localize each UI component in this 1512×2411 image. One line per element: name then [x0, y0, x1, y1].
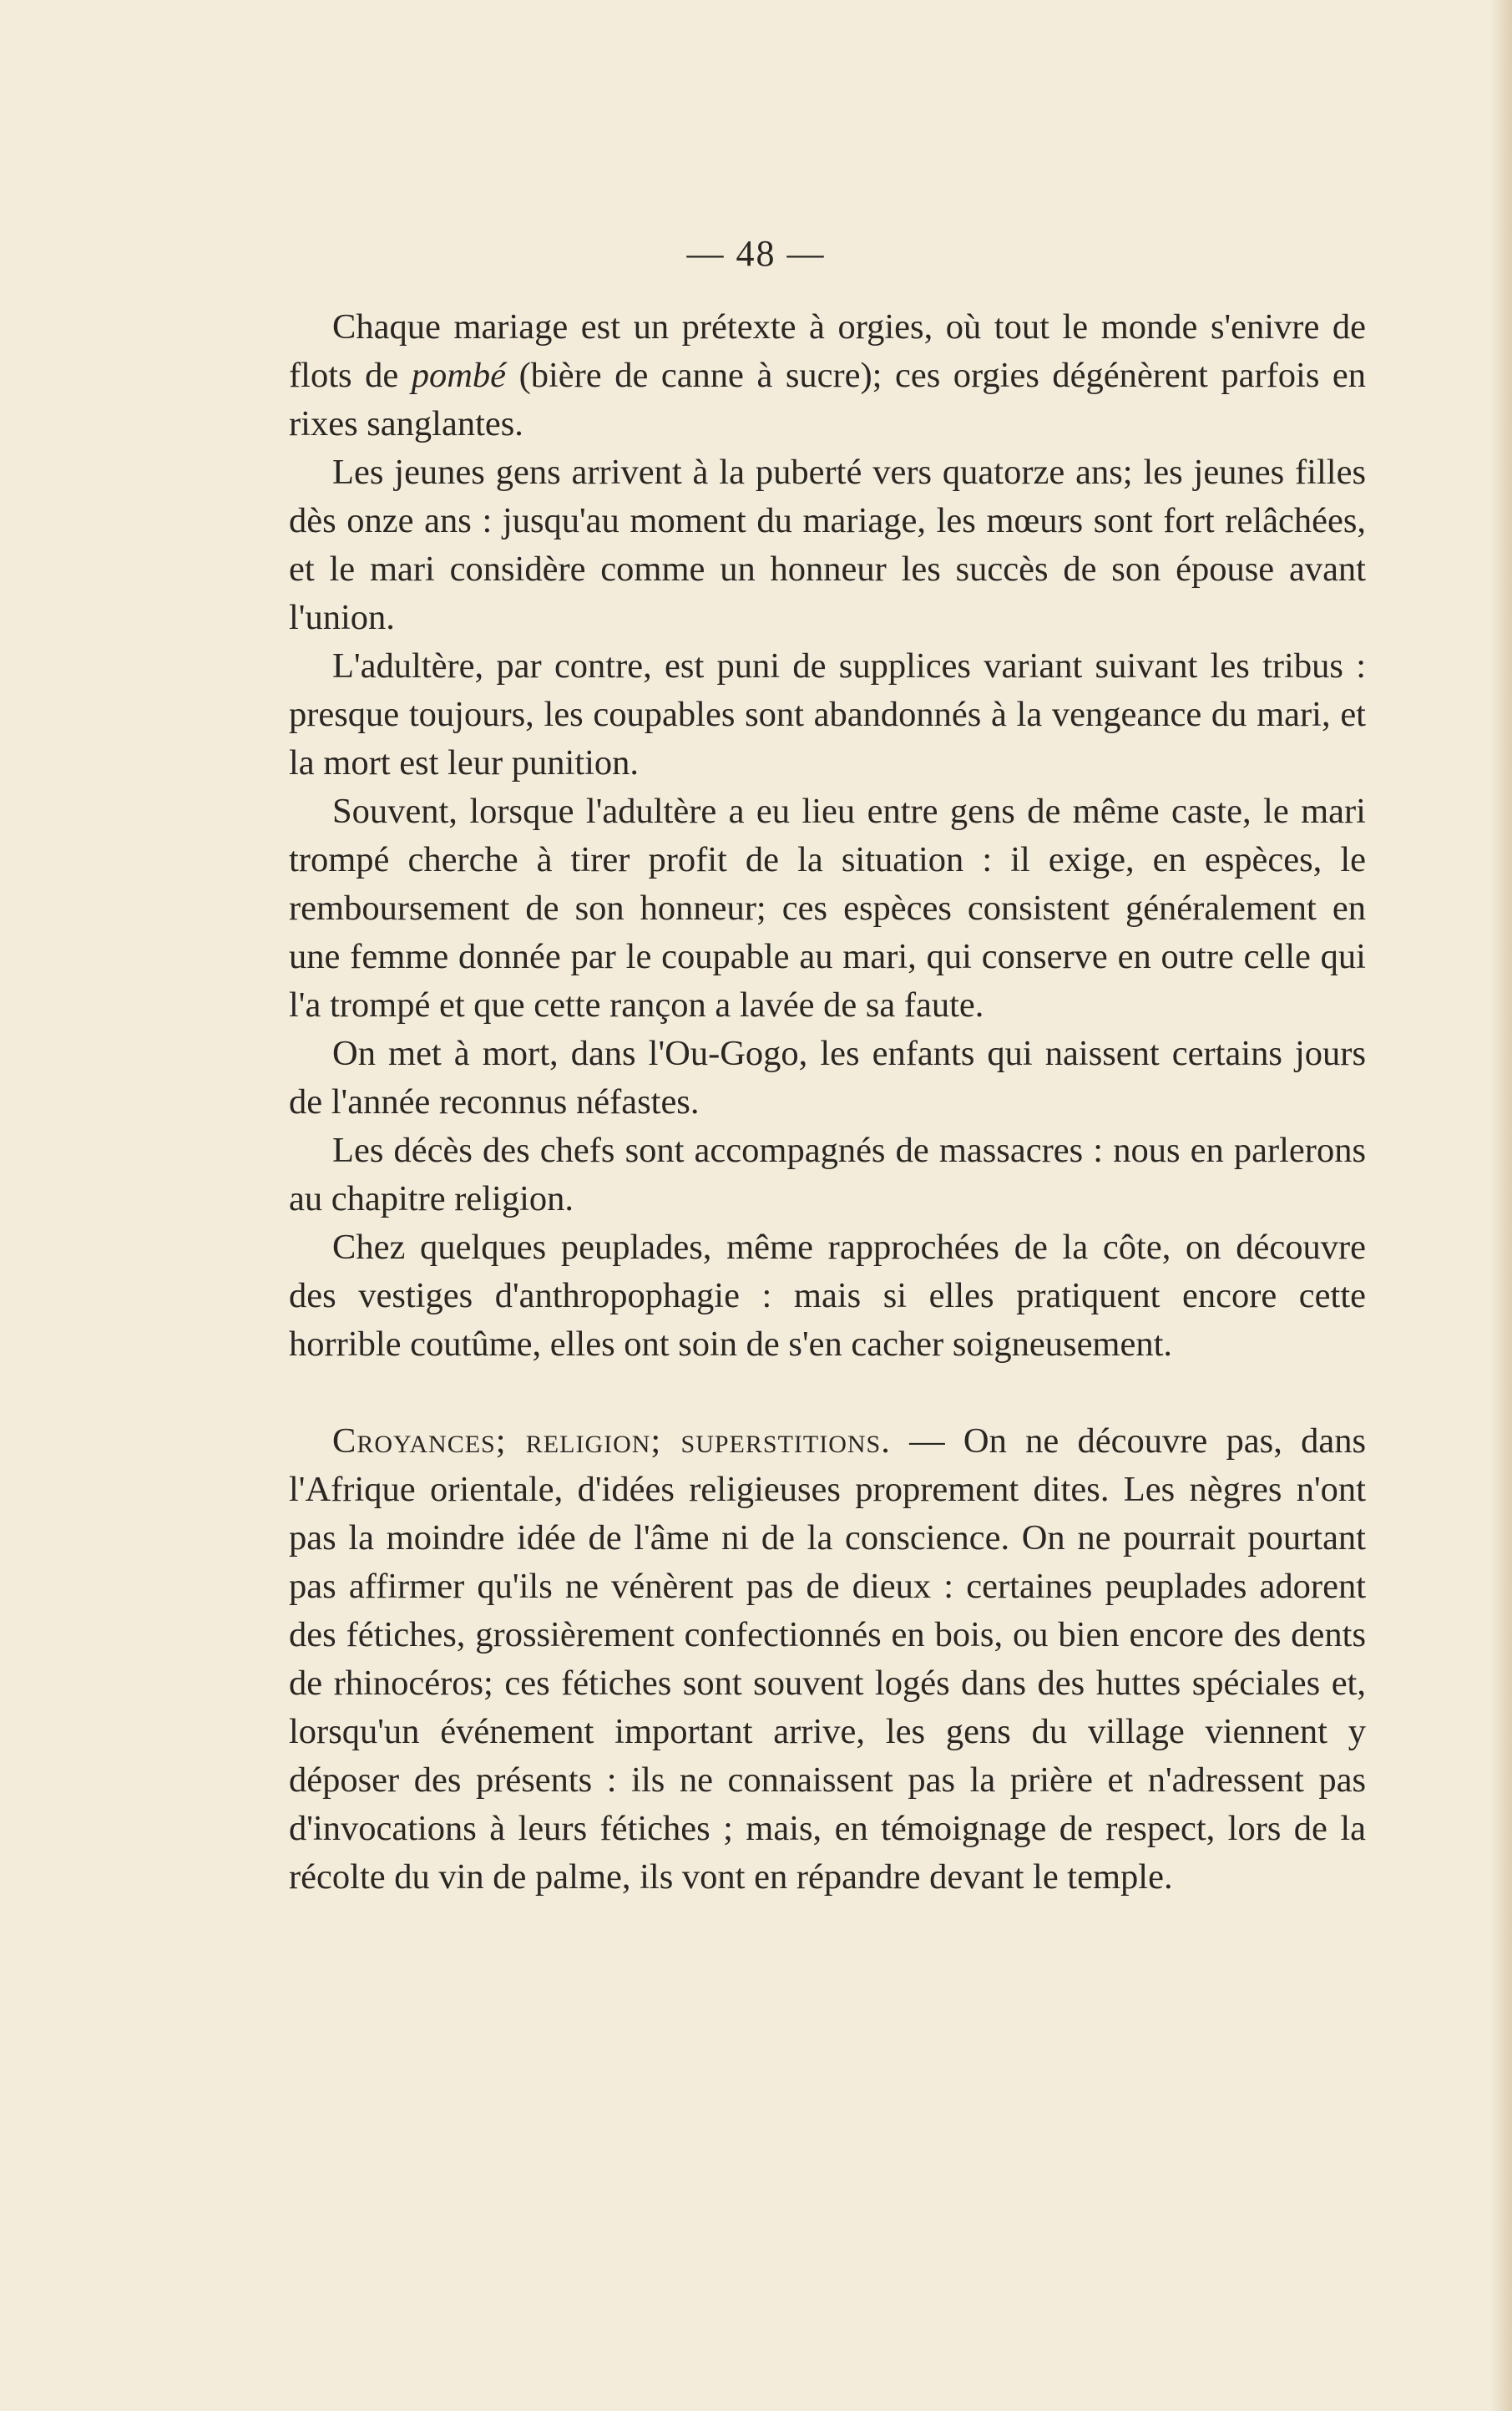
paragraph-mariage — [289, 303, 1366, 448]
paragraph-mariage-start: Chaque mariage est un prétexte à orgies, où tout le monde s'enivre de flots de — [289, 307, 1366, 395]
paragraph-croyances — [289, 1417, 1366, 1902]
section-text: On ne découvre pas, dans l'Afrique orientale, d'idées religieuses proprement dites. Les nègres n'ont pas la moindre idée de l'âme ni de la conscience. On ne pourrait pourtant pas affirmer qu'ils ne vénèrent pas de dieux : certaines peuplades adorent des fétiches, grossièrement confectionnés en bois, ou bien encore des dents de rhinocéros; ces fétiches sont souvent logés dans des huttes spéciales et, lorsqu'un événement important arrive, les gens du village viennent y déposer des présents : ils ne connaissent pas la prière et n'adressent pas d'invocations à leurs fétiches ; mais, en témoignage de respect, lors de la récolte du vin de palme, ils vont en répandre devant le temple. — [289, 1421, 1366, 1897]
page-edge-shadow — [1490, 0, 1512, 2411]
paragraph-adultere: L'adultère, par contre, est puni de supplices variant suivant les tribus : presque toujours, les coupables sont abandonnés à la vengeance du mari, et la mort est leur punition. — [289, 646, 1366, 783]
section-heading: Croyances; religion; superstitions. — [332, 1421, 891, 1461]
paragraph-puberte: Les jeunes gens arrivent à la puberté vers quatorze ans; les jeunes filles dès onze ans : jusqu'au moment du mariage, les mœurs sont fort relâchées, et le mari considère comme un honneur les succès de son épouse avant l'union. — [289, 453, 1366, 637]
paragraph-deces: Les décès des chefs sont accompagnés de massacres : nous en parlerons au chapitre religion. — [289, 1131, 1366, 1218]
paragraph-mariage-end: (bière de canne à sucre); ces orgies dégénèrent parfois en rixes sanglantes. — [289, 356, 1367, 443]
body-text — [289, 303, 1366, 1902]
paragraph-caste: Souvent, lorsque l'adultère a eu lieu entre gens de même caste, le mari trompé cherche à tirer profit de la situation : il exige, en espèces, le remboursement de son honneur; ces espèces consistent généralement en une femme donnée par le coupable au mari, qui conserve en outre celle qui l'a trompé et que cette rançon a lavée de sa faute. — [289, 792, 1366, 1025]
paragraph-anthropophagie: Chez quelques peuplades, même rapprochées de la côte, on découvre des vestiges d'anthropophagie : mais si elles pratiquent encore cette horrible coutûme, elles ont soin de s'en cacher soigneusement. — [289, 1228, 1366, 1364]
section-spacer — [289, 1369, 1366, 1417]
page-number: — 48 — — [686, 233, 826, 274]
section-dash: — — [890, 1421, 963, 1461]
paragraph-ou-gogo: On met à mort, dans l'Ou-Gogo, les enfants qui naissent certains jours de l'année reconnus néfastes. — [289, 1034, 1366, 1122]
pombe-term: pombé — [411, 356, 507, 395]
